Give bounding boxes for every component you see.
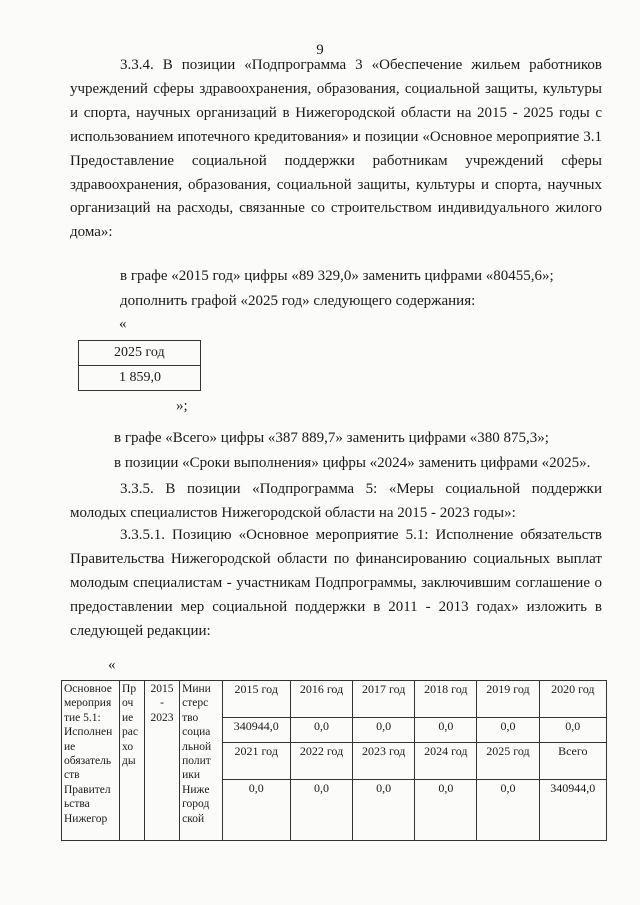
instruction-2015: в графе «2015 год» цифры «89 329,0» заменить цифрами «80455,6»; — [120, 268, 554, 284]
instruction-terms: в позиции «Сроки выполнения» цифры «2024» заменить цифрами «2025». — [114, 455, 591, 471]
year-header-2017: 2017 год — [353, 681, 415, 718]
year-header-2018: 2018 год — [415, 681, 477, 718]
quote-open-1: « — [119, 316, 127, 332]
value-2015: 340944,0 — [222, 718, 290, 743]
quote-open-2: « — [108, 657, 116, 673]
cell-responsible: Мини стерс тво социа льной полит ики Ниже город ской — [180, 681, 222, 841]
year-header-2021: 2021 год — [222, 743, 290, 780]
paragraph-3-3-5: 3.3.5. В позиции «Подпрограмма 5: «Меры социальной поддержки молодых специалистов Нижегородской области на 2015 - 2023 годы»: — [70, 481, 602, 521]
instruction-total: в графе «Всего» цифры «387 889,7» заменить цифрами «380 875,3»; — [114, 430, 549, 446]
table-2025-value: 1 859,0 — [79, 366, 201, 391]
quote-close-1: »; — [176, 398, 188, 414]
financing-table — [61, 680, 607, 841]
value-2022: 0,0 — [290, 780, 352, 841]
year-header-2016: 2016 год — [290, 681, 352, 718]
value-2025: 0,0 — [477, 780, 539, 841]
paragraph-3-3-5-1: 3.3.5.1. Позицию «Основное мероприятие 5.1: Исполнение обязательств Правительства Нижегородской области по финансированию социальных выплат молодым специалистам - участникам Подпрограммы, заключившим соглашение о предоставлении мер социальной поддержки в 2011 - 2013 годах» изложить в следующей редакции: — [70, 527, 602, 639]
value-2021: 0,0 — [222, 780, 290, 841]
value-total: 340944,0 — [539, 780, 606, 841]
paragraph-3-3-4: 3.3.4. В позиции «Подпрограмма 3 «Обеспечение жильем работников учреждений сферы здравоохранения, образования, социальной защиты, культуры и спорта, научных организаций в Нижегородской области на 2015 - 2025 годы с использованием ипотечного кредитования» и позиции «Основное мероприятие 3.1 Предоставление социальной поддержки работникам учреждений сферы здравоохранения, образования, социальной защиты, культуры и спорта, научных организаций на расходы, связанные со строительством индивидуального жилого дома»: — [70, 57, 602, 241]
value-2023: 0,0 — [353, 780, 415, 841]
year-header-2020: 2020 год — [539, 681, 606, 718]
cell-event-name: Основное мероприя тие 5.1: Исполнен ие обязатель ств Правител ьства Нижегор — [62, 681, 120, 841]
page-number: 9 — [316, 42, 324, 58]
year-header-2024: 2024 год — [415, 743, 477, 780]
total-header: Всего — [539, 743, 606, 780]
value-2024: 0,0 — [415, 780, 477, 841]
year-header-2022: 2022 год — [290, 743, 352, 780]
year-header-2025: 2025 год — [477, 743, 539, 780]
value-2018: 0,0 — [415, 718, 477, 743]
year-header-2023: 2023 год — [353, 743, 415, 780]
table-2025-header: 2025 год — [79, 341, 201, 366]
year-header-2019: 2019 год — [477, 681, 539, 718]
cell-expense-type: Пр оч ие рас хо ды — [120, 681, 145, 841]
year-header-2015: 2015 год — [222, 681, 290, 718]
instruction-add-2025: дополнить графой «2025 год» следующего содержания: — [120, 293, 476, 309]
value-2016: 0,0 — [290, 718, 352, 743]
value-2017: 0,0 — [353, 718, 415, 743]
value-2019: 0,0 — [477, 718, 539, 743]
table-2025-year — [78, 340, 201, 391]
cell-period: 2015 - 2023 — [144, 681, 179, 841]
value-2020: 0,0 — [539, 718, 606, 743]
